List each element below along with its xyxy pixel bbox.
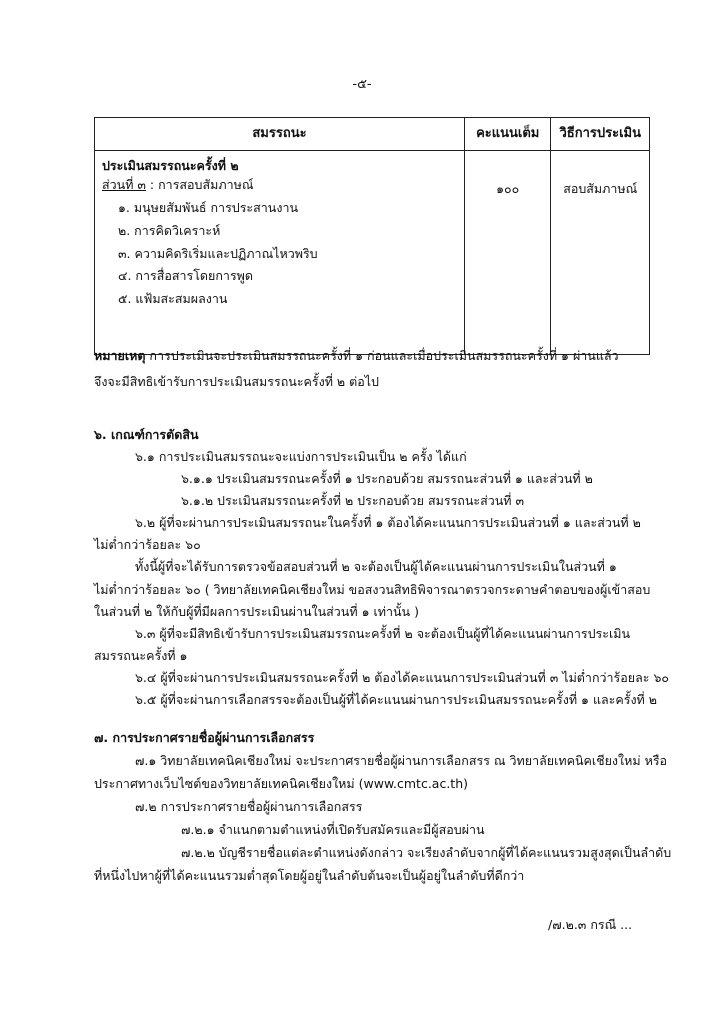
part-label: ส่วนที่ ๓ bbox=[102, 176, 146, 192]
table-row bbox=[95, 151, 650, 355]
section-7-heading: ๗. การประกาศรายชื่อผู้ผ่านการเลือกสรร bbox=[94, 730, 315, 745]
full-score-cell: ๑๐๐ bbox=[464, 151, 551, 355]
clause-7-2-2-line-1: ๗.๒.๒ บัญชีรายชื่อแต่ละตำแหน่งดังกล่าว จะเรียงลำดับจากผู้ที่ได้คะแนนรวมสูงสุดเป็นลำดับ bbox=[181, 845, 672, 860]
note-line-1 bbox=[94, 348, 619, 365]
clause-6-3-line-1: ๖.๓ ผู้ที่จะมีสิทธิเข้ารับการประเมินสมรรถนะครั้งที่ ๒ จะต้องเป็นผู้ที่ได้คะแนนผ่านการประเมิน bbox=[135, 626, 631, 641]
clause-7-2: ๗.๒ การประกาศรายชื่อผู้ผ่านการเลือกสรร bbox=[135, 799, 363, 814]
list-item: ๑. มนุษยสัมพันธ์ การประสานงาน bbox=[118, 199, 299, 215]
note-text-1: การประเมินจะประเมินสมรรถนะครั้งที่ ๑ ก่อนและเมื่อประเมินสมรรถนะครั้งที่ ๑ ผ่านแล้ว bbox=[145, 348, 619, 363]
continuation-marker: /๗.๒.๓ กรณี ... bbox=[548, 917, 633, 932]
clause-6-5: ๖.๕ ผู้ที่จะผ่านการเลือกสรรจะต้องเป็นผู้ที่ได้คะแนนผ่านการประเมินสมรรถนะครั้งที่ ๑ และครั้งที่ ๒ bbox=[135, 692, 658, 707]
clause-6-4: ๖.๔ ผู้ที่จะผ่านการประเมินสมรรถนะครั้งที่ ๒ ต้องได้คะแนนการประเมินส่วนที่ ๓ ไม่ต่ำกว่าร้อยละ ๖๐ bbox=[135, 670, 670, 685]
method-cell: สอบสัมภาษณ์ bbox=[551, 151, 650, 355]
clause-6-2-line-5: ในส่วนที่ ๒ ให้กับผู้ที่มีผลการประเมินผ่านในส่วนที่ ๑ เท่านั้น ) bbox=[94, 604, 419, 619]
part-rest: : การสอบสัมภาษณ์ bbox=[145, 176, 254, 192]
clause-7-2-2-line-2: ที่หนึ่งไปหาผู้ที่ได้คะแนนรวมต่ำสุดโดยผู้อยู่ในลำดับต้นจะเป็นผู้อยู่ในลำดับที่ดีกว่า bbox=[94, 868, 525, 883]
competency-table bbox=[94, 117, 650, 355]
page-number: -๕- bbox=[352, 77, 372, 92]
section-6-heading: ๖. เกณฑ์การตัดสิน bbox=[94, 427, 199, 442]
list-item: ๓. ความคิดริเริ่มและปฏิภาณไหวพริบ bbox=[118, 245, 318, 261]
note-label: หมายเหตุ bbox=[94, 348, 146, 363]
header-competency: สมรรถนะ bbox=[95, 118, 465, 151]
competency-cell bbox=[95, 151, 465, 355]
clause-7-1-line-2: ประกาศทางเว็บไซต์ของวิทยาลัยเทคนิคเชียงใหม่ (www.cmtc.ac.th) bbox=[94, 776, 468, 791]
note-line-2: จึงจะมีสิทธิเข้ารับการประเมินสมรรถนะครั้งที่ ๒ ต่อไป bbox=[94, 374, 379, 389]
list-item: ๔. การสื่อสารโดยการพูด bbox=[118, 268, 254, 284]
table-header-row bbox=[95, 118, 650, 151]
clause-6-1-1: ๖.๑.๑ ประเมินสมรรถนะครั้งที่ ๑ ประกอบด้วย สมรรถนะส่วนที่ ๑ และส่วนที่ ๒ bbox=[181, 471, 593, 486]
clause-6-2-line-3: ทั้งนี้ผู้ที่จะได้รับการตรวจข้อสอบส่วนที่ ๒ จะต้องเป็นผู้ได้คะแนนผ่านการประเมินในส่วนที่ ๑ bbox=[135, 559, 617, 574]
clause-6-1-2: ๖.๑.๒ ประเมินสมรรถนะครั้งที่ ๒ ประกอบด้วย สมรรถนะส่วนที่ ๓ bbox=[181, 493, 525, 508]
header-method: วิธีการประเมิน bbox=[551, 118, 650, 151]
header-full-score: คะแนนเต็ม bbox=[464, 118, 551, 151]
clause-6-2-line-1: ๖.๒ ผู้ที่จะผ่านการประเมินสมรรถนะในครั้งที่ ๑ ต้องได้คะแนนการประเมินส่วนที่ ๑ และส่วนที่ ๒ bbox=[135, 515, 641, 530]
clause-6-2-line-2: ไม่ต่ำกว่าร้อยละ ๖๐ bbox=[94, 537, 201, 552]
clause-7-1-line-1: ๗.๑ วิทยาลัยเทคนิคเชียงใหม่ จะประกาศรายชื่อผู้ผ่านการเลือกสรร ณ วิทยาลัยเทคนิคเชียงใหม่ หรือ bbox=[135, 753, 668, 768]
part-line bbox=[102, 177, 463, 194]
clause-7-2-1: ๗.๒.๑ จำแนกตามตำแหน่งที่เปิดรับสมัครและมีผู้สอบผ่าน bbox=[181, 822, 485, 837]
list-item: ๒. การคิดวิเคราะห์ bbox=[118, 222, 221, 238]
row-title: ประเมินสมรรถนะครั้งที่ ๒ bbox=[102, 158, 239, 173]
clause-6-2-line-4: ไม่ต่ำกว่าร้อยละ ๖๐ ( วิทยาลัยเทคนิคเชียงใหม่ ขอสงวนสิทธิพิจารณาตรวจกระดาษคำตอบของผู้เข้าสอบ bbox=[94, 582, 651, 597]
clause-6-3-line-2: สมรรถนะครั้งที่ ๑ bbox=[94, 648, 188, 663]
list-item: ๕. แฟ้มสะสมผลงาน bbox=[118, 291, 228, 307]
clause-6-1: ๖.๑ การประเมินสมรรถนะจะแบ่งการประเมินเป็น ๒ ครั้ง ได้แก่ bbox=[135, 449, 467, 464]
